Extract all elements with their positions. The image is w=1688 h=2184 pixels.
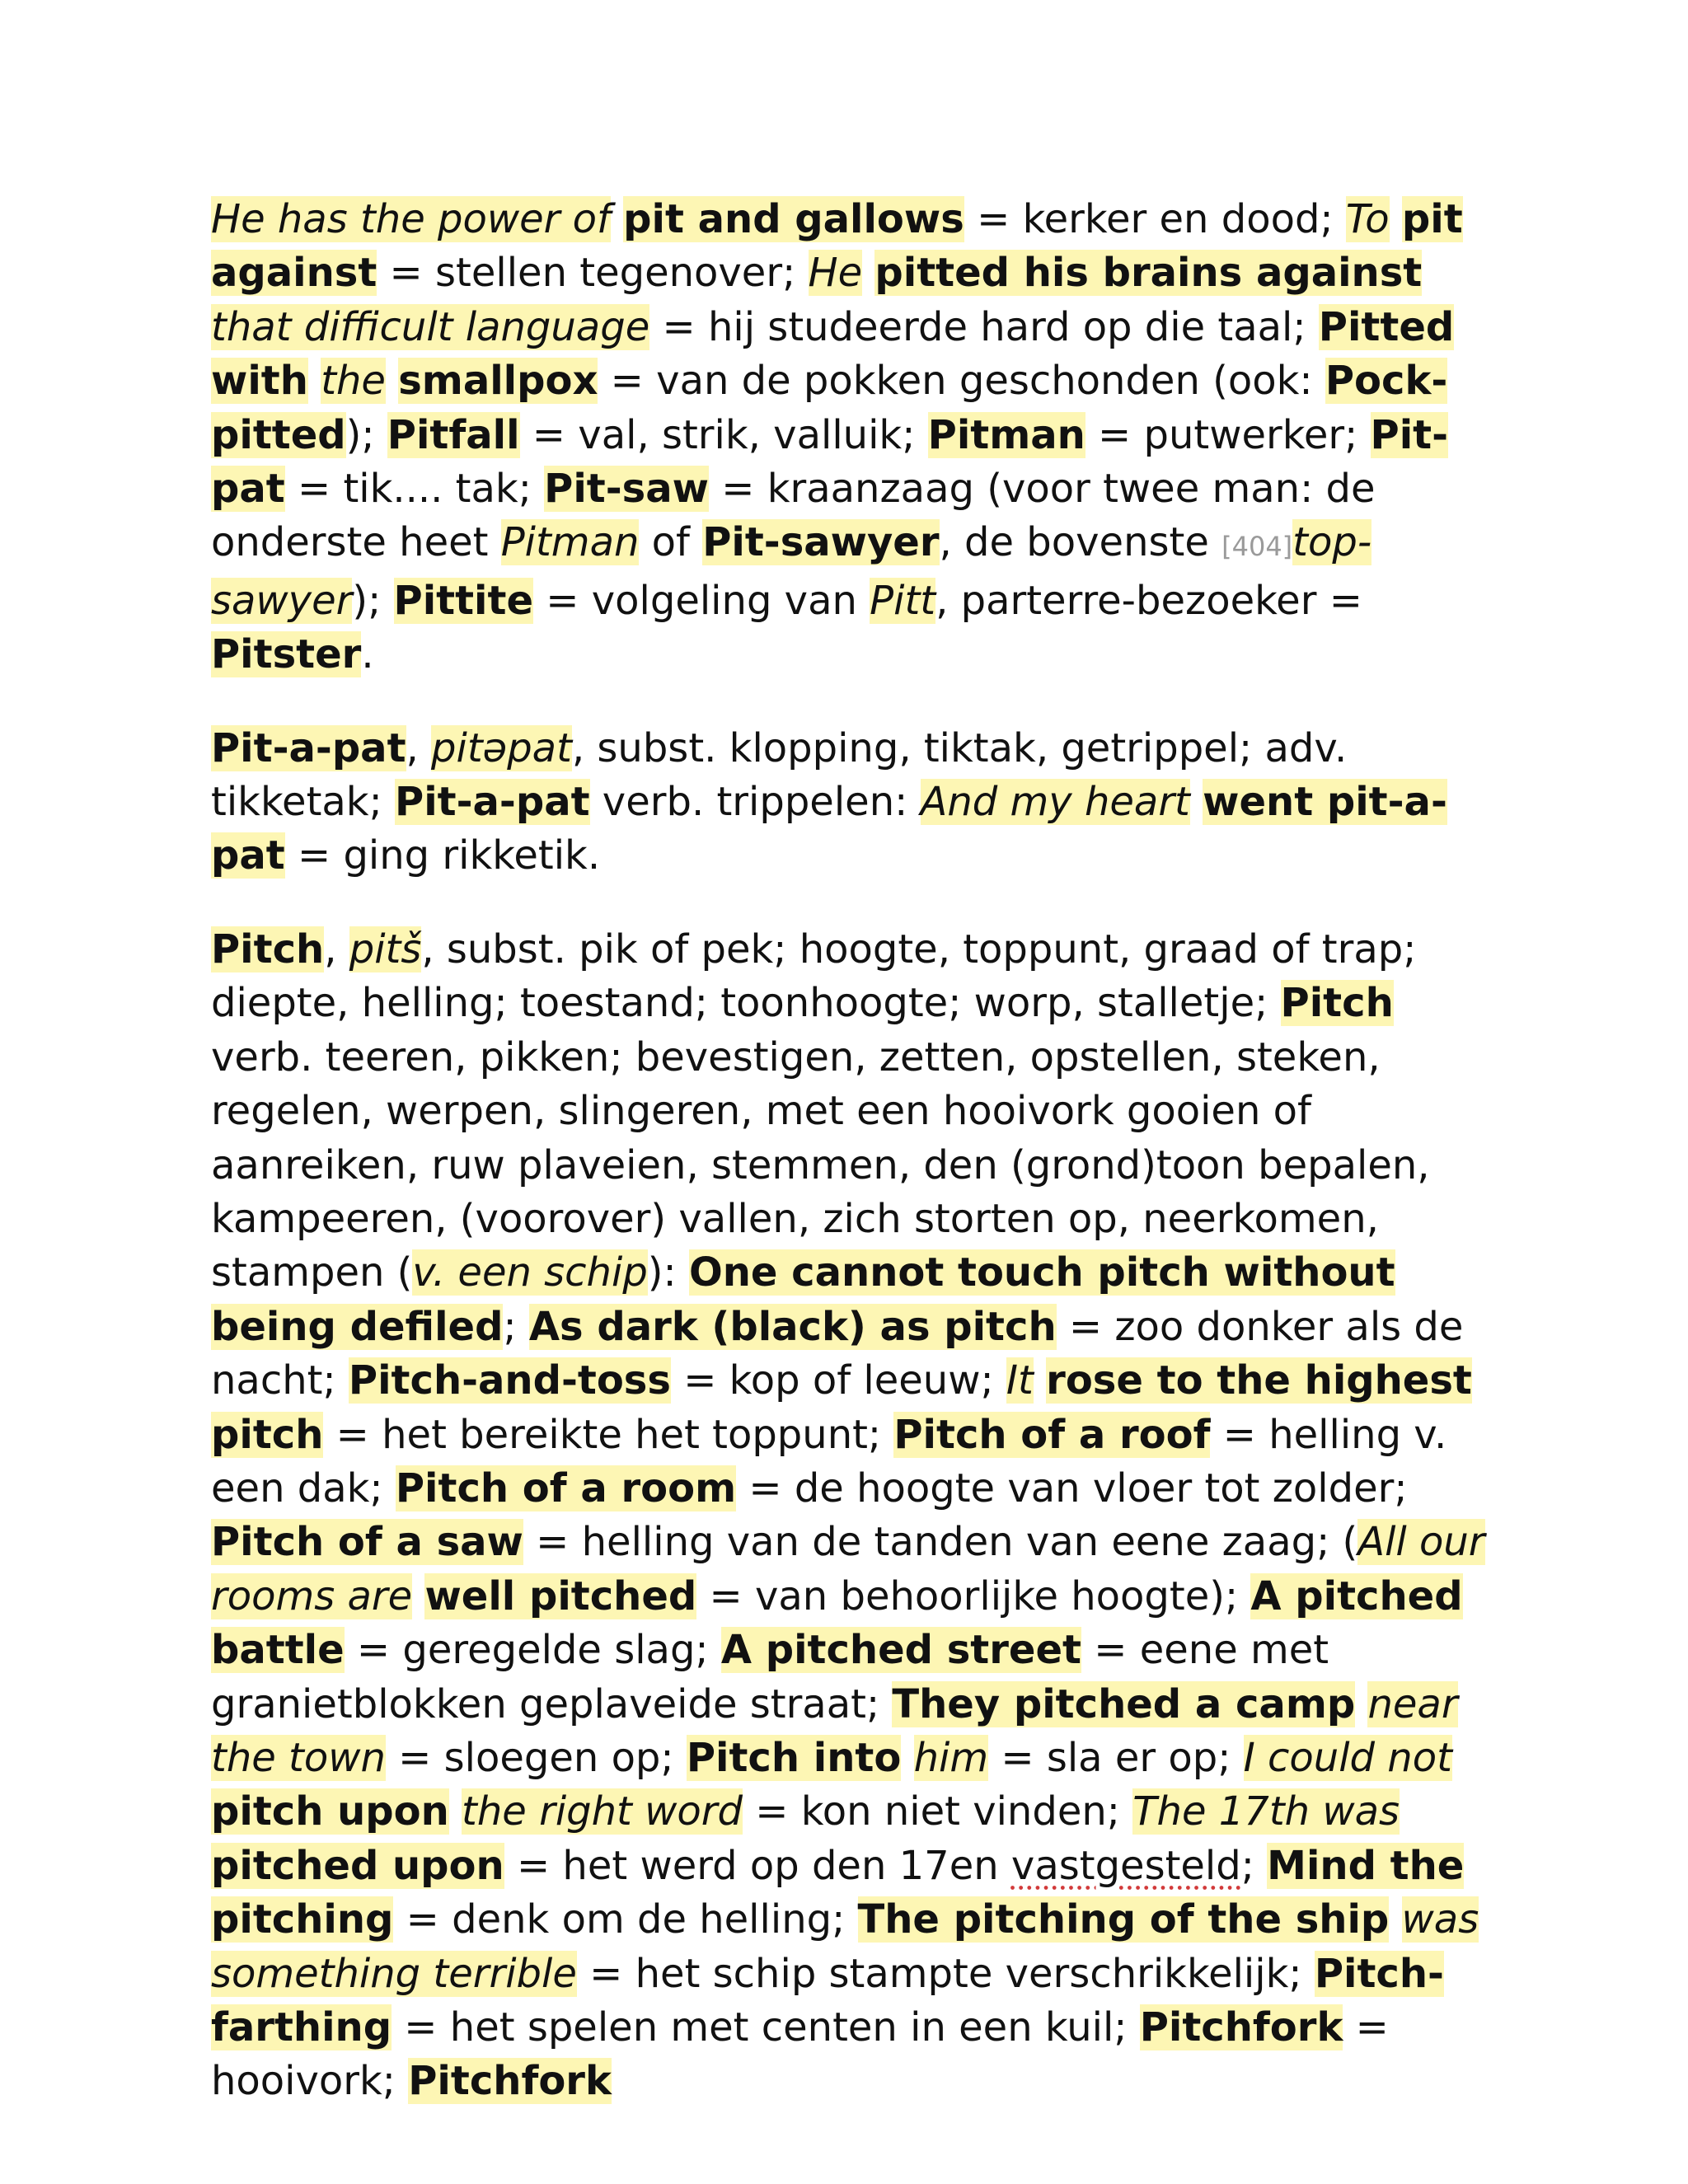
dictionary-entry-pitch <box>211 923 1493 2109</box>
headword-phrase: Pittite <box>393 577 533 624</box>
definition-text: verb. trippelen: <box>589 779 921 826</box>
definition-text: , <box>406 724 432 771</box>
headword-phrase: well pitched <box>424 1572 697 1619</box>
headword-phrase: Pit-saw <box>544 466 709 513</box>
headword-phrase: Pitch-farthing <box>211 1950 1444 2050</box>
definition-text: = het werd op den 17en <box>504 1842 1011 1889</box>
definition-text: = ging rikketik. <box>284 832 601 879</box>
headword-phrase: Pitch of a saw <box>211 1519 523 1566</box>
italic-example: The 17th was <box>1132 1788 1400 1835</box>
definition-text: = hooivork; <box>211 2004 1389 2105</box>
dictionary-entry-pit-continued <box>211 193 1493 682</box>
headword-phrase: pit against <box>211 196 1463 297</box>
italic-example: the right word <box>462 1788 743 1835</box>
definition-text: = kop of leeuw; <box>670 1357 1006 1404</box>
definition-text: verb. teeren, pikken; bevestigen, zetten, opstellen, steken, regelen, werpen, slingeren, met een hooivork gooien of aanreiken, ruw plaveien, stemmen, den (grond)toon bepalen, kampeeren, (voorover) vallen, zich storten op, neerkomen, stampen ( <box>211 1033 1430 1296</box>
definition-text: , subst. pik of pek; hoogte, toppunt, graad of trap; diepte, helling; toestand; toonhoogte; worp, stalletje; <box>211 926 1417 1027</box>
headword-phrase: pit and gallows <box>623 196 964 242</box>
headword-phrase: Pit-a-pat <box>395 779 590 826</box>
definition-text: = kraanzaag (voor twee man: de onderste heet <box>211 466 1376 566</box>
definition-text: = sla er op; <box>988 1734 1244 1781</box>
definition-text: = kon niet vinden; <box>742 1788 1133 1835</box>
headword-phrase: Pitch-and-toss <box>348 1357 671 1404</box>
headword-phrase: One cannot touch pitch without being defiled <box>211 1249 1395 1350</box>
headword-phrase: Pitted with <box>211 303 1455 405</box>
headword-phrase: Pock-pitted <box>211 358 1448 458</box>
italic-example: Pitt <box>870 577 936 624</box>
definition-text: ; <box>1240 1842 1268 1889</box>
definition-text: , subst. klopping, tiktak, getrippel; adv. tikketak; <box>211 724 1348 826</box>
italic-example: To <box>1345 196 1390 242</box>
italic-example: He <box>808 250 863 297</box>
headword-phrase: Pitchfork <box>1139 2004 1343 2050</box>
headword-phrase: rose to the highest pitch <box>211 1357 1472 1458</box>
italic-example: And my heart <box>920 779 1190 826</box>
headword-phrase: Pitchfork <box>408 2058 612 2105</box>
definition-text: = hij studeerde hard op die taal; <box>649 303 1319 350</box>
headword-phrase: pitted his brains against <box>874 250 1423 297</box>
definition-text: = het schip stampte verschrikkelijk; <box>576 1950 1315 1997</box>
definition-text: = sloegen op; <box>385 1734 687 1781</box>
definition-text <box>1190 779 1203 825</box>
headword-phrase: Pit-a-pat <box>211 724 406 771</box>
headword-phrase: The pitching of the ship <box>857 1896 1390 1943</box>
definition-text: = helling v. een dak; <box>211 1411 1447 1511</box>
definition-text: ; <box>503 1303 529 1350</box>
headword-phrase: Pit-pat <box>211 411 1449 513</box>
headword-phrase: Pitster <box>211 631 362 678</box>
headword-phrase: Pitch <box>211 926 325 972</box>
definition-text: = putwerker; <box>1085 411 1371 458</box>
definition-text: = kerker en dood; <box>964 196 1346 242</box>
headword-phrase: smallpox <box>398 358 598 405</box>
definition-text: = het bereikte het toppunt; <box>323 1411 894 1458</box>
italic-example: pitəpat <box>431 724 572 771</box>
italic-example: top-sawyer <box>211 519 1372 624</box>
headword-phrase: They pitched a camp <box>892 1680 1356 1727</box>
definition-text: = helling van de tanden van eene zaag; ( <box>523 1519 1358 1566</box>
definition-text: = volgeling van <box>533 577 870 624</box>
definition-text <box>901 1735 913 1781</box>
definition-text: = van behoorlijke hoogte); <box>696 1572 1251 1619</box>
definition-text: , <box>324 926 349 972</box>
italic-example: Pitman <box>500 519 640 566</box>
definition-text <box>449 1788 462 1835</box>
headword-phrase: Pitch into <box>686 1734 902 1781</box>
headword-phrase: Mind the pitching <box>211 1842 1465 1943</box>
definition-text: = tik.... tak; <box>284 466 545 513</box>
definition-text: = val, strik, valluik; <box>519 411 928 458</box>
definition-text <box>1355 1681 1367 1727</box>
italic-example: I could not <box>1243 1734 1452 1781</box>
headword-phrase: A pitched battle <box>211 1572 1463 1674</box>
definition-text: = zoo donker als de nacht; <box>211 1303 1464 1404</box>
definition-text: = denk om de helling; <box>393 1896 858 1943</box>
italic-example: him <box>913 1734 989 1781</box>
definition-text <box>386 358 398 404</box>
definition-text: ); <box>345 411 387 458</box>
definition-text <box>412 1573 424 1619</box>
italic-example: pitš <box>349 926 422 972</box>
headword-phrase: As dark (black) as pitch <box>528 1303 1057 1350</box>
italic-example: near the town <box>211 1680 1458 1781</box>
definition-text: ): <box>647 1249 689 1296</box>
definition-text: = het spelen met centen in een kuil; <box>392 2004 1140 2050</box>
definition-text <box>1390 196 1402 242</box>
headword-phrase: went pit-a-pat <box>211 779 1447 879</box>
definition-text: = eene met granietblokken geplaveide straat; <box>211 1627 1329 1727</box>
definition-text: . <box>361 631 374 678</box>
definition-text: = geregelde slag; <box>344 1627 721 1674</box>
headword-phrase: Pitman <box>927 411 1085 458</box>
definition-text <box>611 196 623 242</box>
headword-phrase: Pitch of a room <box>395 1465 737 1511</box>
italic-example: v. een schip <box>412 1249 648 1296</box>
italic-example: He has the power of <box>211 196 611 242</box>
headword-phrase: pitch upon <box>211 1788 449 1835</box>
definition-text <box>1389 1896 1401 1943</box>
italic-example: that difficult language <box>211 303 650 350</box>
definition-text: of <box>639 519 703 566</box>
definition-text <box>1034 1357 1046 1404</box>
definition-text: = de hoogte van vloer tot zolder; <box>736 1465 1408 1511</box>
italic-example: It <box>1006 1357 1034 1404</box>
definition-text <box>862 250 874 296</box>
italic-example: All our rooms are <box>211 1519 1485 1619</box>
headword-phrase: Pitfall <box>387 411 520 458</box>
definition-text: ); <box>352 577 394 624</box>
headword-phrase: pitched upon <box>211 1842 504 1889</box>
italic-example: was something terrible <box>211 1896 1479 1997</box>
headword-phrase: Pitch of a roof <box>893 1411 1211 1458</box>
spellcheck-marked-word: vastgesteld <box>1010 1842 1241 1889</box>
dictionary-text <box>211 193 1493 2149</box>
dictionary-entry-pit-a-pat <box>211 722 1493 883</box>
definition-text: , de bovenste <box>939 519 1222 566</box>
headword-phrase: A pitched street <box>720 1627 1081 1674</box>
definition-text: = stellen tegenover; <box>377 250 809 297</box>
definition-text <box>308 358 321 404</box>
page-number-marker: [404] <box>1221 531 1293 563</box>
headword-phrase: Pit-sawyer <box>702 519 940 566</box>
headword-phrase: Pitch <box>1280 980 1394 1027</box>
definition-text: = van de pokken geschonden (ook: <box>598 358 1325 405</box>
definition-text: , parterre-bezoeker = <box>935 577 1362 624</box>
italic-example: the <box>321 358 386 405</box>
